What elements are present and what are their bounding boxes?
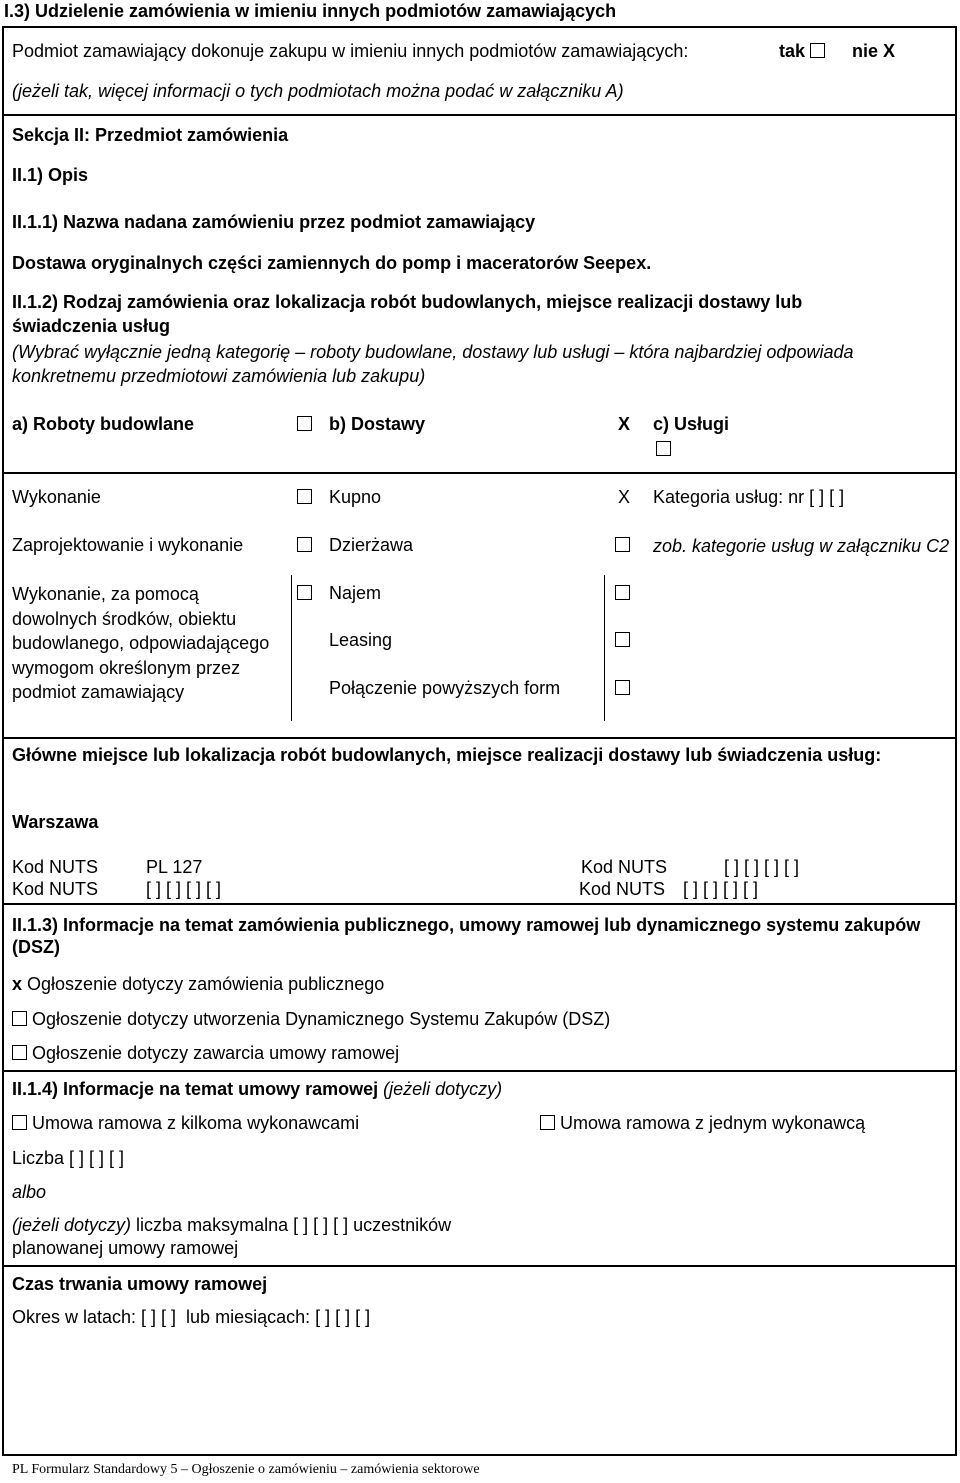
ii13-opt1-label: Ogłoszenie dotyczy zamówienia publicznego <box>27 974 385 994</box>
nuts-label-3: Kod NUTS <box>581 857 668 877</box>
category-dostawy: b) Dostawy <box>329 414 426 434</box>
option-wykonanie-pomoca: Wykonanie, za pomocą dowolnych środków, obiektu budowlanego, odpowiadającego wymogom określonym przez podmiot zamawiający <box>12 584 270 702</box>
ii14-albo: albo <box>12 1182 47 1202</box>
option-dzierzawa: Dzierżawa <box>329 535 414 555</box>
ii1-opis-title: II.1) Opis <box>12 165 89 185</box>
category-roboty: a) Roboty budowlane <box>12 414 194 434</box>
ii14-jezeli: (jeżeli dotyczy) <box>12 1215 132 1235</box>
category-uslugi: c) Usługi <box>653 414 730 434</box>
nuts-value-4: [ ] [ ] [ ] [ ] <box>683 879 759 899</box>
dzierzawa-checkbox[interactable] <box>615 537 630 552</box>
option-kupno: Kupno <box>329 487 382 507</box>
wykonanie-checkbox[interactable] <box>297 489 312 504</box>
ii13-opt1[interactable] <box>12 973 384 995</box>
divider-before-czas <box>2 1265 957 1267</box>
ii13-opt2-checkbox[interactable] <box>12 1011 27 1026</box>
ii14-many-label: Umowa ramowa z kilkoma wykonawcami <box>32 1113 360 1133</box>
section-ii-title: Sekcja II: Przedmiot zamówienia <box>12 125 289 145</box>
dostawy-mark[interactable]: X <box>618 414 631 434</box>
frame-top-line <box>2 26 957 28</box>
ii14-title-bold: II.1.4) Informacje na temat umowy ramowej <box>12 1079 379 1099</box>
ii13-opt3[interactable] <box>12 1042 399 1064</box>
ii13-opt3-label: Ogłoszenie dotyczy zawarcia umowy ramowej <box>32 1043 400 1063</box>
wykonanie-pomoca-checkbox[interactable] <box>297 585 312 600</box>
ii13-opt1-mark: x <box>12 974 23 994</box>
option-wykonanie: Wykonanie <box>12 487 101 507</box>
option-polaczenie: Połączenie powyższych form <box>329 678 561 698</box>
ii12-title: II.1.2) Rodzaj zamówienia oraz lokalizacja robót budowlanych, miejsce realizacji dostawy lub świadczenia usług <box>12 292 803 336</box>
nuts-label-4: Kod NUTS <box>579 879 666 899</box>
nuts-value-3: [ ] [ ] [ ] [ ] <box>724 857 800 877</box>
ii14-many-option[interactable] <box>12 1112 359 1134</box>
roboty-checkbox[interactable] <box>297 416 312 431</box>
miejsce-value: Warszawa <box>12 812 99 832</box>
i3-nie-option[interactable]: nie X <box>852 41 896 61</box>
uslugi-checkbox[interactable] <box>656 441 671 456</box>
option-zaprojektowanie: Zaprojektowanie i wykonanie <box>12 535 244 555</box>
i3-tak-option[interactable] <box>779 40 825 62</box>
ii14-czas-title: Czas trwania umowy ramowej <box>12 1274 268 1294</box>
ii14-one-checkbox[interactable] <box>540 1115 555 1130</box>
ii11-value: Dostawa oryginalnych części zamiennych do pomp i maceratorów Seepex. <box>12 253 652 273</box>
ii14-liczba: Liczba [ ] [ ] [ ] <box>12 1148 125 1168</box>
ii11-title: II.1.1) Nazwa nadana zamówieniu przez podmiot zamawiający <box>12 212 536 232</box>
ii14-many-checkbox[interactable] <box>12 1115 27 1130</box>
option-najem: Najem <box>329 583 382 603</box>
ii13-opt2-label: Ogłoszenie dotyczy utworzenia Dynamicznego Systemu Zakupów (DSZ) <box>32 1009 611 1029</box>
leasing-checkbox[interactable] <box>615 632 630 647</box>
tak-label: tak <box>779 41 806 61</box>
ii14-title <box>12 1078 502 1100</box>
ii14-title-italic: (jeżeli dotyczy) <box>383 1079 503 1099</box>
frame-bottom-line <box>2 1454 957 1456</box>
ii14-okres: Okres w latach: [ ] [ ] lub miesiącach: [ ] [ ] [ ] <box>12 1307 371 1327</box>
option-leasing: Leasing <box>329 630 393 650</box>
ii13-title: II.1.3) Informacje na temat zamówienia publicznego, umowy ramowej lub dynamicznego systemu zakupów (DSZ) <box>12 915 921 957</box>
page-footer: PL Formularz Standardowy 5 – Ogłoszenie o zamówieniu – zamówienia sektorowe <box>12 1462 480 1477</box>
nuts-value-2: [ ] [ ] [ ] [ ] <box>146 879 222 899</box>
kupno-mark[interactable]: X <box>618 487 631 507</box>
frame-left-line <box>2 26 4 1456</box>
nuts-label-2: Kod NUTS <box>12 879 99 899</box>
uslugi-zob-note: zob. kategorie usług w załączniku C2 <box>653 536 950 556</box>
ii14-one-option[interactable] <box>540 1112 865 1134</box>
uslugi-kategoria: Kategoria usług: nr [ ] [ ] <box>653 487 845 507</box>
ii14-liczba-max: liczba maksymalna [ ] [ ] [ ] uczestników planowanej umowy ramowej <box>12 1215 452 1258</box>
divider-after-ii13 <box>2 1070 957 1072</box>
divider-after-i3 <box>2 114 957 116</box>
ii14-one-label: Umowa ramowa z jednym wykonawcą <box>560 1113 866 1133</box>
polaczenie-checkbox[interactable] <box>615 680 630 695</box>
section-i3-title: I.3) Udzielenie zamówienia w imieniu innych podmiotów zamawiających <box>4 1 617 21</box>
i3-note: (jeżeli tak, więcej informacji o tych podmiotach można podać w załączniku A) <box>12 81 624 101</box>
i3-question: Podmiot zamawiający dokonuje zakupu w imieniu innych podmiotów zamawiających: <box>12 41 689 61</box>
divider-after-categories <box>2 472 957 474</box>
zaprojektowanie-checkbox[interactable] <box>297 537 312 552</box>
divider-after-options <box>2 737 957 739</box>
ii13-opt3-checkbox[interactable] <box>12 1045 27 1060</box>
options-column-divider <box>291 575 292 721</box>
miejsce-title: Główne miejsce lub lokalizacja robót budowlanych, miejsce realizacji dostawy lub świadczenia usług: <box>12 745 882 765</box>
nuts-value-1: PL 127 <box>146 857 203 877</box>
options-column-divider-2 <box>604 575 605 721</box>
tak-checkbox[interactable] <box>810 43 825 58</box>
divider-after-nuts <box>2 903 957 905</box>
nuts-label-1: Kod NUTS <box>12 857 99 877</box>
najem-checkbox[interactable] <box>615 585 630 600</box>
ii12-note: (Wybrać wyłącznie jedną kategorię – roboty budowlane, dostawy lub usługi – która najbardziej odpowiada konkretnemu przedmiotowi zamówienia lub zakupu) <box>12 342 854 386</box>
ii14-max <box>12 1214 532 1260</box>
ii13-opt2[interactable] <box>12 1008 610 1030</box>
frame-right-line <box>955 26 957 1456</box>
